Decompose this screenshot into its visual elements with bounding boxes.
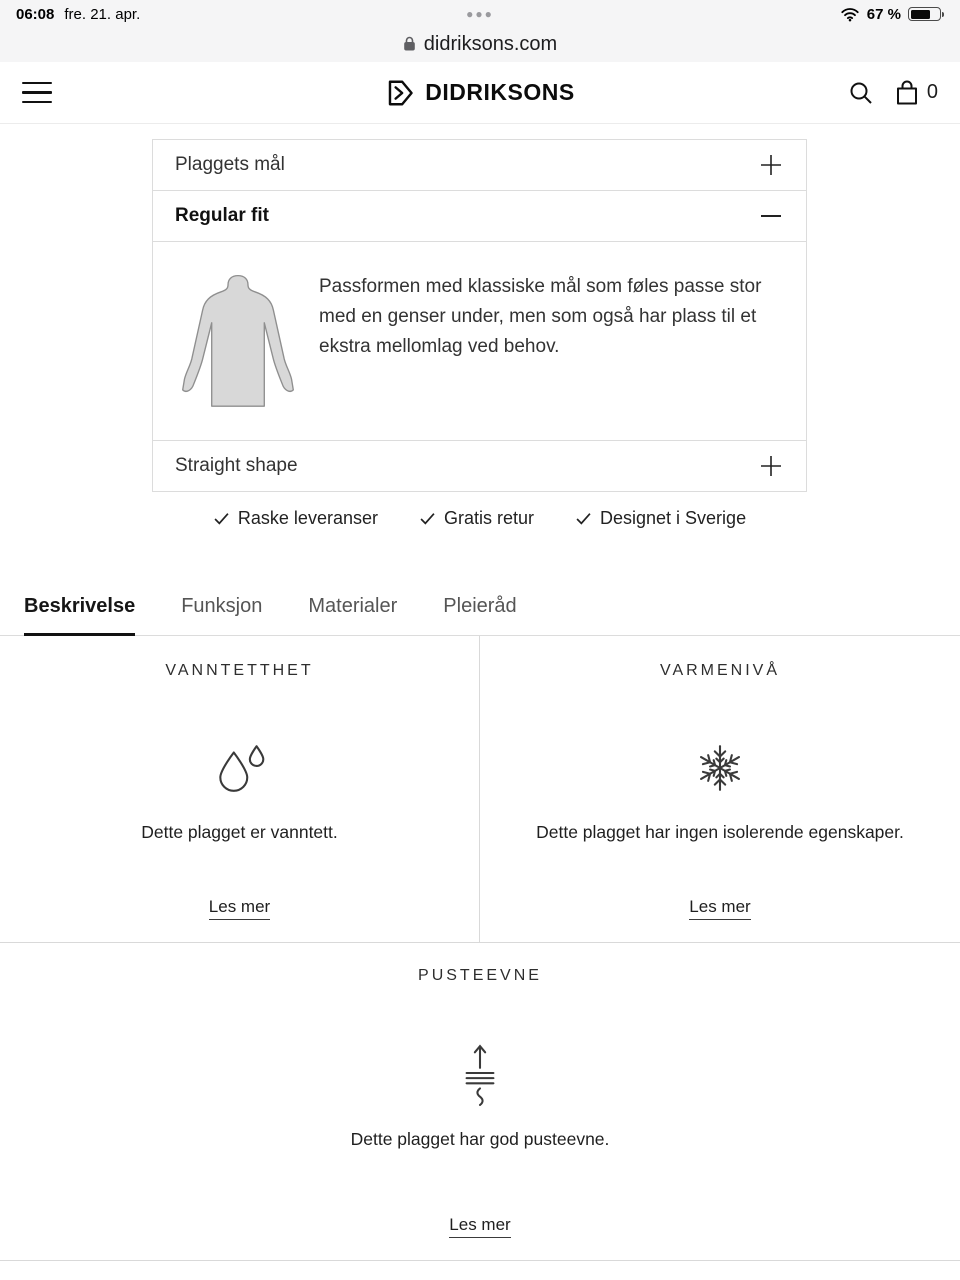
lock-icon: [403, 36, 416, 52]
url-domain: didriksons.com: [423, 32, 558, 55]
battery-icon: [908, 7, 944, 21]
minus-icon: [758, 203, 784, 229]
fit-silhouette-illustration: [179, 272, 297, 408]
battery-percent: 67 %: [866, 5, 901, 23]
usp-item: [420, 508, 534, 529]
brand-logo-icon: [385, 78, 415, 108]
feature-text: Dette plagget har ingen isolerende egenskaper.: [536, 822, 904, 842]
site-header: [0, 62, 960, 124]
plus-icon: [758, 453, 784, 479]
feature-title: PUSTEEVNE: [418, 967, 542, 984]
header-actions: [848, 79, 938, 107]
feature-title: VANNTETTHET: [165, 662, 314, 679]
usp-label: Raske leveranser: [237, 508, 378, 528]
breathability-icon: [459, 1041, 501, 1107]
url-bar[interactable]: [0, 26, 960, 62]
product-tabs: [0, 595, 960, 636]
feature-text: Dette plagget er vanntett.: [141, 822, 338, 842]
accordion-label: Straight shape: [175, 455, 298, 476]
usp-item: [576, 508, 746, 529]
accordion-label: Plaggets mål: [175, 154, 285, 175]
check-icon: [420, 512, 435, 525]
accordion-item-straight-shape[interactable]: [153, 441, 806, 492]
feature-title: VARMENIVÅ: [659, 662, 781, 679]
plus-icon: [758, 152, 784, 178]
status-time: 06:08: [16, 5, 55, 23]
status-date: fre. 21. apr.: [64, 5, 141, 23]
usp-label: Gratis retur: [443, 508, 534, 528]
water-drops-icon: [211, 736, 269, 800]
check-icon: [214, 512, 229, 525]
feature-warmth: [480, 636, 960, 942]
cart-icon: [894, 79, 920, 107]
cart-count: 0: [926, 81, 938, 103]
search-button[interactable]: [848, 80, 874, 106]
usp-label: Designet i Sverige: [600, 508, 747, 528]
tab-beskrivelse[interactable]: Beskrivelse: [24, 595, 135, 636]
les-mer-link[interactable]: Les mer: [209, 897, 270, 920]
regular-fit-panel: [153, 242, 806, 441]
check-icon: [576, 512, 591, 525]
menu-button[interactable]: [22, 82, 52, 104]
brand-name: DIDRIKSONS: [425, 79, 575, 105]
accordion-item-regular-fit[interactable]: [153, 191, 806, 242]
fit-accordion: [152, 139, 807, 492]
ios-top-chrome: [0, 0, 960, 62]
feature-grid: [0, 636, 960, 943]
wifi-icon: [840, 6, 860, 22]
accordion-label: Regular fit: [175, 205, 269, 226]
snowflake-icon: [695, 736, 745, 800]
status-right: [664, 6, 944, 23]
usp-item: [214, 508, 378, 529]
status-center-dots: ●●●: [466, 7, 494, 21]
tab-materialer[interactable]: Materialer: [308, 595, 398, 617]
feature-breathability: [0, 943, 960, 1261]
tab-pleierad[interactable]: Pleieråd: [443, 595, 517, 617]
brand-logo[interactable]: [385, 78, 574, 108]
accordion-item-plaggets-mal[interactable]: [153, 140, 806, 191]
regular-fit-description: Passformen med klassiske mål som føles passe stor med en genser under, men som også har plass til et ekstra mellomlag ved behov.: [319, 276, 762, 357]
status-left: [16, 6, 296, 23]
tab-funksjon[interactable]: Funksjon: [181, 595, 263, 617]
status-bar: [0, 0, 960, 26]
feature-text: Dette plagget har god pusteevne.: [350, 1129, 610, 1149]
usp-list: [0, 508, 960, 529]
les-mer-link[interactable]: Les mer: [689, 897, 750, 920]
feature-waterproof: [0, 636, 480, 942]
les-mer-link[interactable]: Les mer: [449, 1215, 510, 1238]
cart-button[interactable]: [894, 79, 938, 107]
